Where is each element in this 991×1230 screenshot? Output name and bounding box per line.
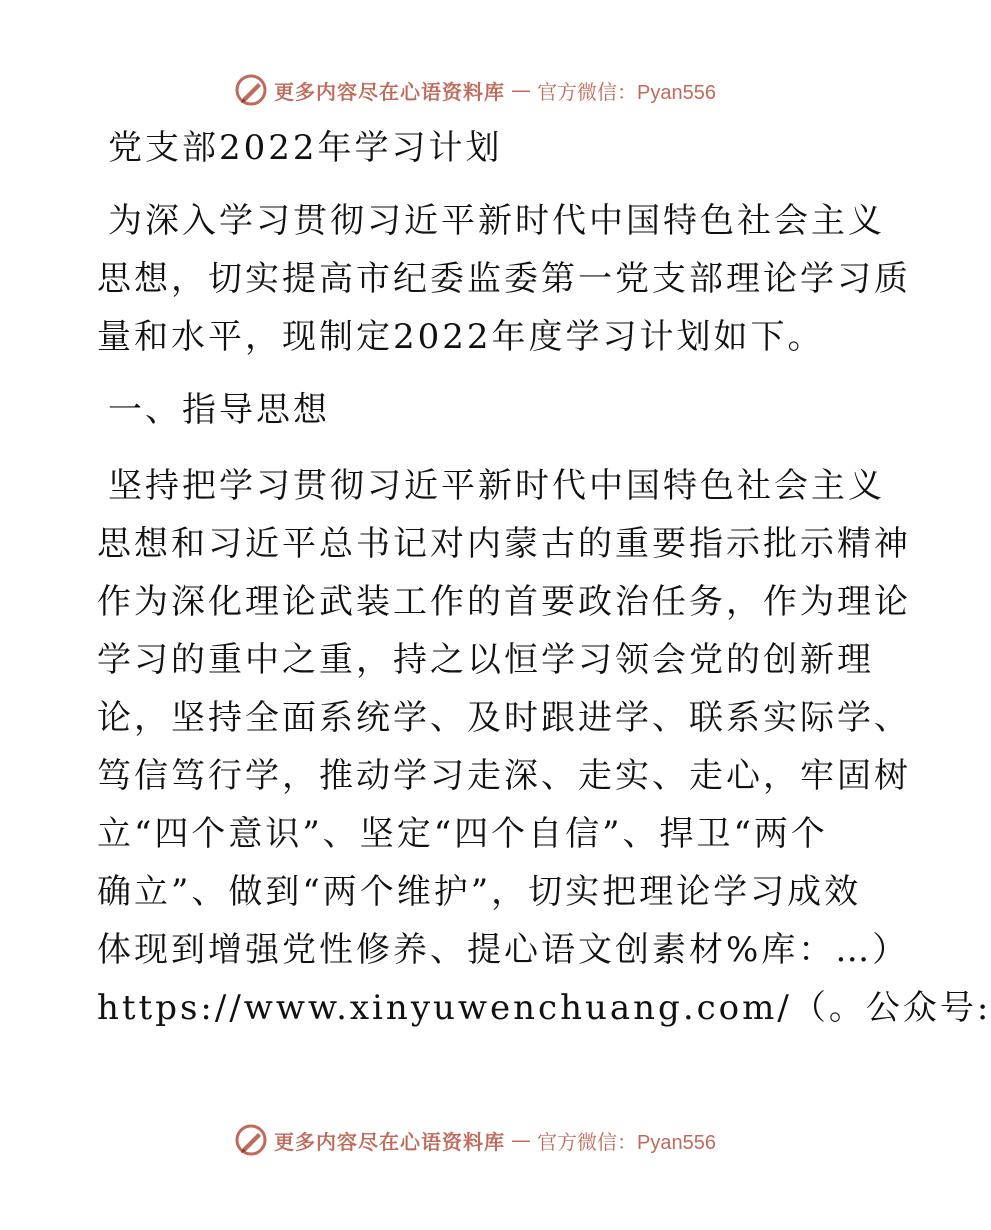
- body-line: 论，坚持全面系统学、及时跟进学、联系实际学、: [97, 698, 911, 738]
- pen-logo-icon: [234, 1123, 268, 1157]
- pen-logo-icon: [234, 73, 268, 107]
- body-line: 坚持把学习贯彻习近平新时代中国特色社会主义: [108, 466, 885, 506]
- body-line: 体现到增强党性修养、提心语文创素材%库：…）: [97, 930, 910, 970]
- header-watermark: [0, 70, 950, 110]
- body-line: 笃信笃行学，推动学习走深、走实、走心，牢固树: [97, 756, 911, 796]
- watermark-separator: —: [511, 1128, 532, 1152]
- body-line: 思想和习近平总书记对内蒙古的重要指示批示精神: [97, 524, 911, 564]
- watermark-contact: 官方微信：Pyan556: [537, 81, 716, 104]
- intro-line: 思想，切实提高市纪委监委第一党支部理论学习质: [97, 259, 911, 299]
- footer-watermark: [0, 1120, 950, 1160]
- section-heading: 一、指导思想: [108, 390, 330, 430]
- watermark-contact: 官方微信：Pyan556: [537, 1131, 716, 1154]
- intro-line: 为深入学习贯彻习近平新时代中国特色社会主义: [108, 201, 885, 241]
- watermark-separator: —: [511, 78, 532, 102]
- watermark-text: 更多内容尽在心语资料库: [274, 79, 506, 104]
- body-line: 作为深化理论武装工作的首要政治任务，作为理论: [97, 582, 911, 622]
- body-line: 立“四个意识”、坚定“四个自信”、捍卫“两个: [97, 814, 828, 854]
- body-line: 确立”、做到“两个维护”，切实把理论学习成效: [97, 872, 862, 912]
- intro-line: 量和水平，现制定2022年度学习计划如下。: [97, 317, 825, 357]
- body-line-url: https://www.xinyuwenchuang.com/（。公众号:: [97, 988, 991, 1028]
- body-line: 学习的重中之重，持之以恒学习领会党的创新理: [97, 640, 874, 680]
- watermark-text: 更多内容尽在心语资料库: [274, 1129, 506, 1154]
- document-title: 党支部2022年学习计划: [108, 128, 503, 168]
